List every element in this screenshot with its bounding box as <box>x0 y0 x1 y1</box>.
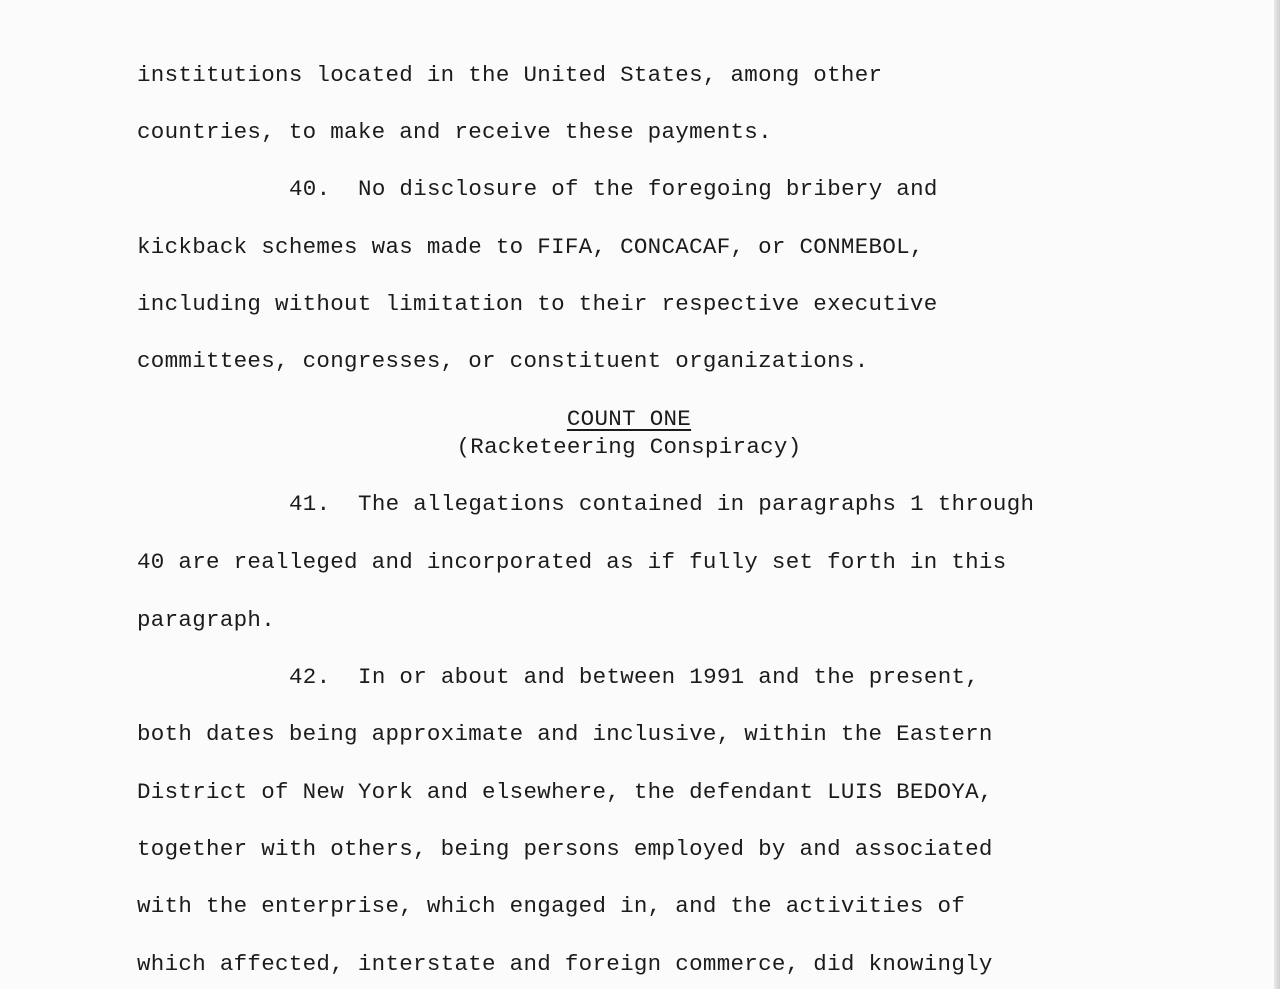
text-line: both dates being approximate and inclusive, within the Eastern <box>137 721 993 747</box>
text-line: which affected, interstate and foreign commerce, did knowingly <box>137 951 993 977</box>
paragraph-41-first-line: 41. The allegations contained in paragraphs 1 through <box>289 491 1035 517</box>
text-line: District of New York and elsewhere, the defendant LUIS BEDOYA, <box>137 779 993 805</box>
text-line: paragraph. <box>137 607 276 633</box>
text-line: with the enterprise, which engaged in, and the activities of <box>137 893 966 919</box>
text-line: countries, to make and receive these payments. <box>137 119 772 145</box>
text-line: institutions located in the United States, among other <box>137 62 883 88</box>
page-edge-shadow <box>1274 0 1280 989</box>
count-heading: COUNT ONE <box>566 406 692 432</box>
paragraph-40-first-line: 40. No disclosure of the foregoing bribery and <box>289 176 938 202</box>
text-line: kickback schemes was made to FIFA, CONCACAF, or CONMEBOL, <box>137 234 924 260</box>
paragraph-42-first-line: 42. In or about and between 1991 and the present, <box>289 664 980 690</box>
text-line: committees, congresses, or constituent organizations. <box>137 348 869 374</box>
count-subheading: (Racketeering Conspiracy) <box>456 434 802 460</box>
text-line: including without limitation to their respective executive <box>137 291 938 317</box>
text-line: together with others, being persons employed by and associated <box>137 836 993 862</box>
text-line: 40 are realleged and incorporated as if fully set forth in this <box>137 549 1007 575</box>
